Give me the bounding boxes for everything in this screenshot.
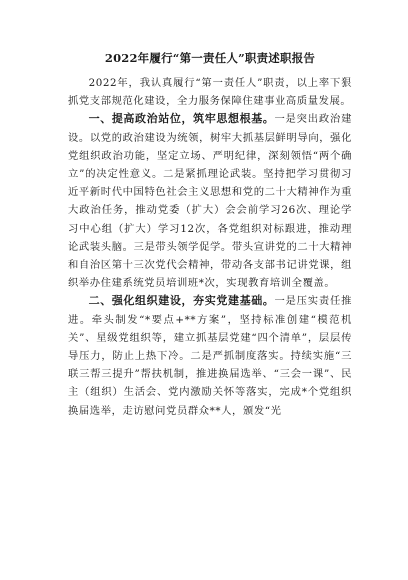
document-title: 2022年履行“第一责任人”职责述职报告 <box>104 51 316 65</box>
document-page <box>68 50 352 420</box>
section-1-paragraph <box>68 110 352 292</box>
intro-text: 2022年，我认真履行“第一责任人”职责，以上率下狠抓党支部规范化建设，全力服务保障住建事业高质量发展。 <box>68 77 352 108</box>
section-2-heading: 二、强化组织建设，夯实党建基础。 <box>88 294 275 308</box>
section-1-heading: 一、提高政治站位，筑牢思想根基。 <box>88 112 275 126</box>
section-1-body: 一是突出政治建设。以党的政治建设为统领，树牢大抓基层鲜明导向，强化党组织政治功能，坚定立场、严明纪律，深刻领悟“两个确立”的决定性意义。二是紧抓理论武装。坚持把学习贯彻习近平新时代中国特色社会主义思想和党的二十大精神作为重大政治任务，推动党委（扩大）会会前学习26次、理论学习中心组（扩大）学习12次，各党组织对标跟进，推动理论武装头脑。三是带头领学促学。带头宣讲党的二十大精神和自治区第十三次党代会精神，带动各支部书记讲党课，组织举办住建系统党员培训班*次，实现教育培训全覆盖。 <box>68 113 353 290</box>
section-2-paragraph <box>68 292 352 419</box>
section-2-body: 一是压实责任推进。牵头制发“*要点+**方案”，坚持标准创建“模范机关”、星级党组织等，建立抓基层党建“四个清单”，层层传导压力，防止上热下冷。二是严抓制度落实。持续实施“三联三帮三提升”帮扶机制，推进换届选举、“三会一课”、民主（组织）生活会、党内激励关怀等落实，完成*个党组织换届选举，走访慰问党员群众**人，颁发“光 <box>68 295 353 417</box>
intro-paragraph <box>68 74 352 110</box>
